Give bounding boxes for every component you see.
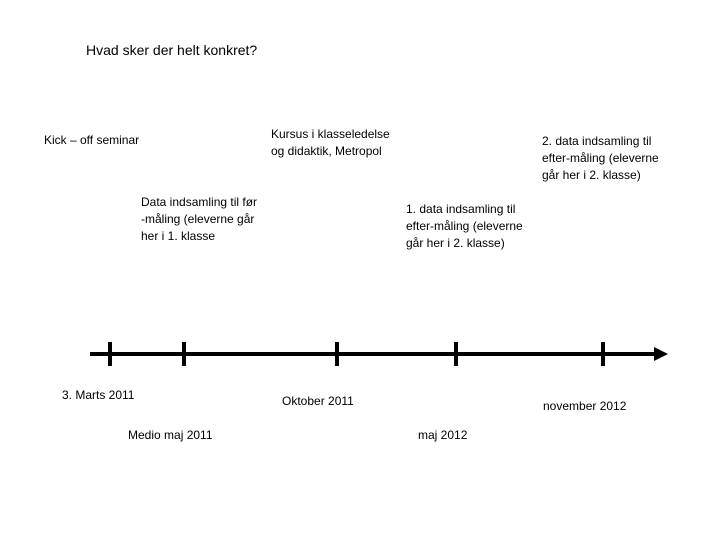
data-efter-2-label-line-2: efter-måling (eleverne xyxy=(542,151,659,165)
date-maj-2011: Medio maj 2011 xyxy=(128,428,213,442)
kursus-label-line-1: Kursus i klasseledelse xyxy=(271,127,390,141)
kursus-label-line-2: og didaktik, Metropol xyxy=(271,144,382,158)
data-efter-2-label-line-1: 2. data indsamling til xyxy=(542,134,652,148)
data-foer-label-line-2: -måling (eleverne går xyxy=(141,212,255,226)
data-efter-1-label-line-2: efter-måling (eleverne xyxy=(406,219,523,233)
date-oktober-2011: Oktober 2011 xyxy=(282,394,354,408)
timeline-arrowhead xyxy=(654,347,668,361)
data-foer-label-line-1: Data indsamling til før xyxy=(141,195,258,209)
data-efter-2-label-line-3: går her i 2. klasse) xyxy=(542,168,641,182)
data-foer-label-line-3: her i 1. klasse xyxy=(141,229,216,243)
date-november-2012: november 2012 xyxy=(543,399,627,413)
kickoff-label-line: Kick – off seminar xyxy=(44,133,140,147)
date-maj-2012: maj 2012 xyxy=(418,428,468,442)
data-efter-1-label-line-1: 1. data indsamling til xyxy=(406,202,516,216)
data-efter-1-label-line-3: går her i 2. klasse) xyxy=(406,236,505,250)
page-title: Hvad sker der helt konkret? xyxy=(86,42,258,58)
date-marts-2011: 3. Marts 2011 xyxy=(62,388,135,402)
